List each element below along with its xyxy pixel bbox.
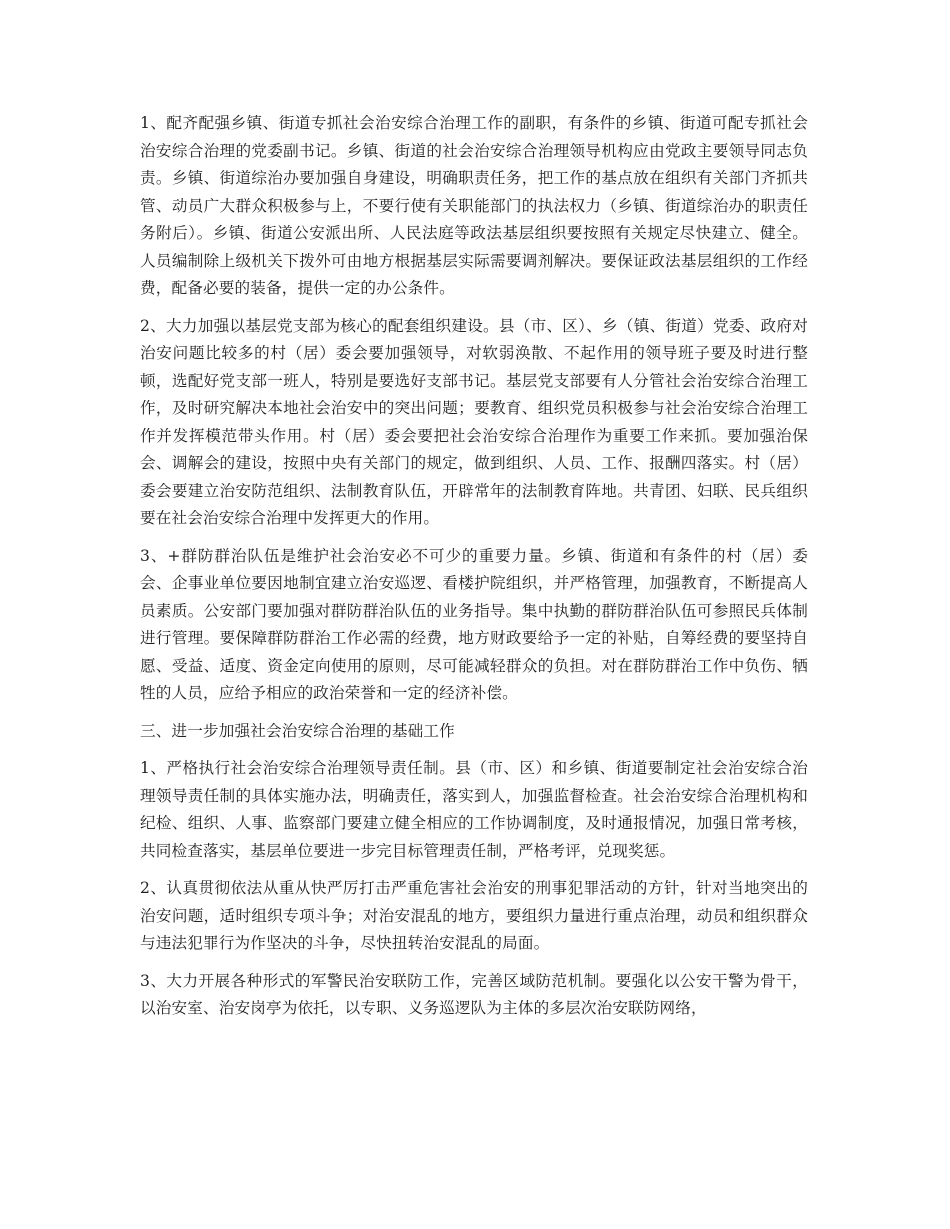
section-heading: 三、进一步加强社会治安综合治理的基础工作 bbox=[140, 721, 455, 740]
paragraph-3: 3、+群防群治队伍是维护社会治安必不可少的重要力量。乡镇、街道和有条件的村（居）委会、企事业单位要因地制宜建立治安巡逻、看楼护院组织，并严格管理，加强教育，不断提高人员素质。公安部门要加强对群防群治队伍的业务指导。集中执勤的群防群治队伍可参照民兵体制进行管理。要保障群防群治工作必需的经费，地方财政要给予一定的补贴，自筹经费的要坚持自愿、受益、适度、资金定向使用的原则，尽可能减轻群众的负担。对在群防群治工作中负伤、牺牲的人员，应给予相应的政治荣誉和一定的经济补偿。 bbox=[140, 546, 808, 702]
document-body bbox=[140, 110, 808, 1033]
paragraph-1: 1、配齐配强乡镇、街道专抓社会治安综合治理工作的副职，有条件的乡镇、街道可配专抓社会治安综合治理的党委副书记。乡镇、街道的社会治安综合治理领导机构应由党政主要领导同志负责。乡镇、街道综治办要加强自身建设，明确职责任务，把工作的基点放在组织有关部门齐抓共管、动员广大群众积极参与上，不要行使有关职能部门的执法权力（乡镇、街道综治办的职责任务附后）。乡镇、街道公安派出所、人民法庭等政法基层组织要按照有关规定尽快建立、健全。人员编制除上级机关下拨外可由地方根据基层实际需要调剂解决。要保证政法基层组织的工作经费，配备必要的装备，提供一定的办公条件。 bbox=[140, 114, 808, 297]
section-paragraph-2: 2、认真贯彻依法从重从快严厉打击严重危害社会治安的刑事犯罪活动的方针，针对当地突出的治安问题，适时组织专项斗争；对治安混乱的地方，要组织力量进行重点治理，动员和组织群众与违法犯罪行为作坚决的斗争，尽快扭转治安混乱的局面。 bbox=[140, 879, 808, 952]
section-paragraph-1: 1、严格执行社会治安综合治理领导责任制。县（市、区）和乡镇、街道要制定社会治安综合治理领导责任制的具体实施办法，明确责任，落实到人，加强监督检查。社会治安综合治理机构和纪检、组织、人事、监察部门要建立健全相应的工作协调制度，及时通报情况，加强日常考核，共同检查落实，基层单位要进一步完目标管理责任制，严格考评，兑现奖惩。 bbox=[140, 759, 808, 860]
section-paragraph-3: 3、大力开展各种形式的军警民治安联防工作，完善区域防范机制。要强化以公安干警为骨干，以治安室、治安岗亭为依托，以专职、义务巡逻队为主体的多层次治安联防网络， bbox=[140, 971, 808, 1017]
paragraph-2: 2、大力加强以基层党支部为核心的配套组织建设。县（市、区）、乡（镇、街道）党委、政府对治安问题比较多的村（居）委会要加强领导，对软弱涣散、不起作用的领导班子要及时进行整顿，选配好党支部一班人，特别是要选好支部书记。基层党支部要有人分管社会治安综合治理工作，及时研究解决本地社会治安中的突出问题；要教育、组织党员积极参与社会治安综合治理工作并发挥模范带头作用。村（居）委会要把社会治安综合治理作为重要工作来抓。要加强治保会、调解会的建设，按照中央有关部门的规定，做到组织、人员、工作、报酬四落实。村（居）委会要建立治安防范组织、法制教育队伍，开辟常年的法制教育阵地。共青团、妇联、民兵组织要在社会治安综合治理中发挥更大的作用。 bbox=[140, 316, 808, 527]
